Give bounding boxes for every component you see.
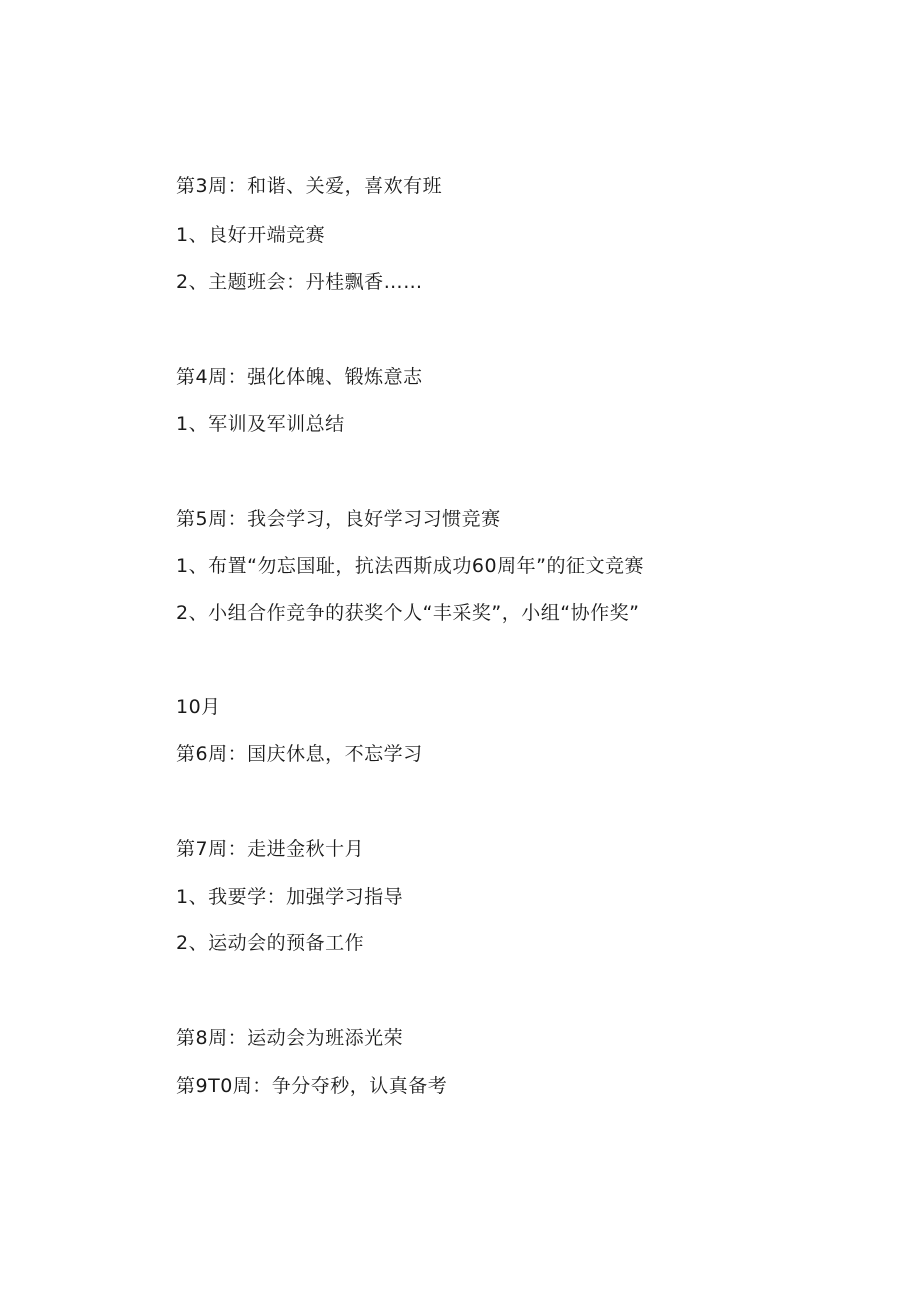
week-4-heading: 第4周：强化体魄、锻炼意志 (176, 366, 423, 388)
week-5-heading: 第5周：我会学习，良好学习习惯竞赛 (176, 508, 501, 530)
week-3-item-2: 2、主题班会：丹桂飘香…… (176, 271, 423, 293)
week-9-10-heading: 第9T0周：争分夺秒，认真备考 (176, 1075, 448, 1097)
week-7-item-2: 2、运动会的预备工作 (176, 932, 365, 954)
week-3-heading: 第3周：和谐、关爱，喜欢有班 (176, 175, 443, 197)
week-5-item-2: 2、小组合作竞争的获奖个人“丰采奖”，小组“协作奖” (176, 602, 640, 624)
month-heading: 10月 (176, 696, 221, 718)
week-4-item-1: 1、军训及军训总结 (176, 413, 345, 435)
week-3-item-1: 1、良好开端竞赛 (176, 224, 326, 246)
week-7-item-1: 1、我要学：加强学习指导 (176, 886, 404, 908)
week-7-heading: 第7周：走进金秋十月 (176, 838, 365, 860)
week-5-item-1: 1、布置“勿忘国耻，抗法西斯成功60周年”的征文竞赛 (176, 555, 644, 577)
week-8-heading: 第8周：运动会为班添光荣 (176, 1027, 404, 1049)
week-6-heading: 第6周：国庆休息，不忘学习 (176, 743, 423, 765)
